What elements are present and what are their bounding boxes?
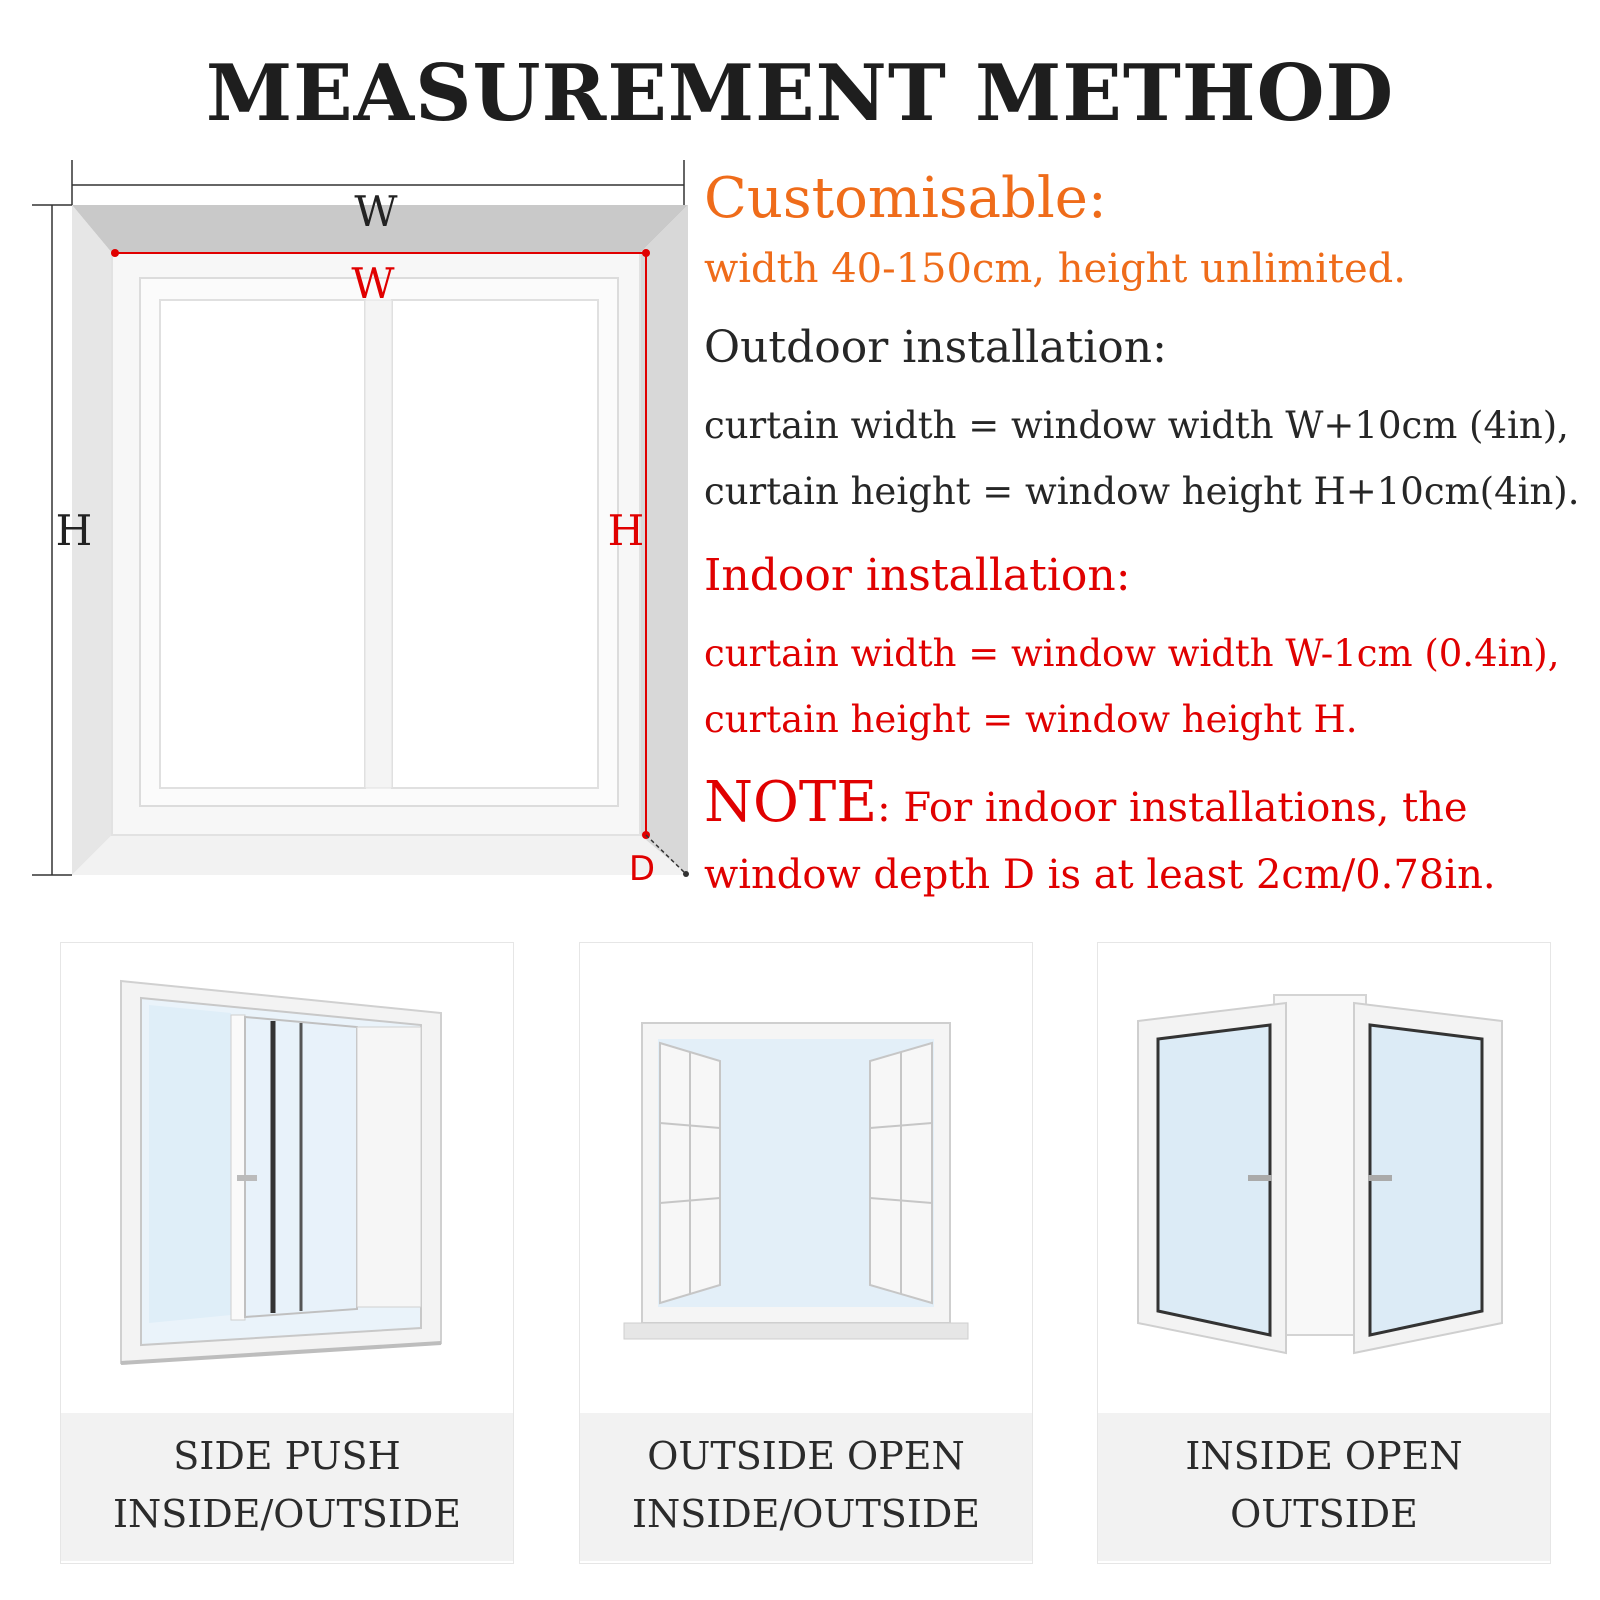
caption-line-2: OUTSIDE bbox=[1230, 1492, 1418, 1536]
note-text-1: : For indoor installations, the bbox=[877, 785, 1468, 831]
mullion bbox=[365, 300, 392, 788]
caption-line-1: INSIDE OPEN bbox=[1185, 1434, 1463, 1478]
outward-casement-illustration bbox=[580, 943, 1032, 1413]
caption-line-2: INSIDE/OUTSIDE bbox=[631, 1492, 981, 1536]
window-type-card-outside-open bbox=[579, 942, 1033, 1564]
window-type-caption bbox=[1098, 1413, 1550, 1561]
indoor-width-formula: curtain width = window width W-1cm (0.4in), bbox=[704, 632, 1560, 675]
caption-line-1: SIDE PUSH bbox=[173, 1434, 401, 1478]
note-line-2: window depth D is at least 2cm/0.78in. bbox=[704, 852, 1496, 898]
window-type-caption bbox=[61, 1413, 513, 1561]
customisable-heading: Customisable: bbox=[704, 166, 1107, 231]
outdoor-heading: Outdoor installation: bbox=[704, 322, 1167, 373]
right-pane bbox=[392, 300, 598, 788]
indoor-heading: Indoor installation: bbox=[704, 550, 1131, 601]
indoor-height-formula: curtain height = window height H. bbox=[704, 698, 1358, 741]
note-line-1 bbox=[704, 770, 1468, 835]
outdoor-width-formula: curtain width = window width W+10cm (4in), bbox=[704, 404, 1569, 447]
customisable-range: width 40-150cm, height unlimited. bbox=[704, 246, 1406, 292]
recess-right bbox=[640, 205, 688, 875]
window-measurement-diagram bbox=[0, 150, 700, 890]
recess-bottom bbox=[72, 835, 688, 875]
outer-width-label: W bbox=[354, 187, 398, 236]
page-title: MEASUREMENT METHOD bbox=[205, 48, 1395, 139]
inward-casement-illustration bbox=[1098, 943, 1550, 1413]
outer-height-label: H bbox=[55, 506, 93, 555]
note-label: NOTE bbox=[704, 770, 878, 835]
left-pane bbox=[160, 300, 365, 788]
window-type-caption bbox=[580, 1413, 1032, 1561]
caption-line-2: INSIDE/OUTSIDE bbox=[112, 1492, 462, 1536]
depth-label: D bbox=[628, 849, 656, 889]
inner-width-label: W bbox=[351, 259, 395, 308]
sliding-window-illustration bbox=[61, 943, 513, 1413]
caption-line-1: OUTSIDE OPEN bbox=[647, 1434, 965, 1478]
inner-height-label: H bbox=[607, 506, 645, 555]
window-type-card-inside-open bbox=[1097, 942, 1551, 1564]
outdoor-height-formula: curtain height = window height H+10cm(4in). bbox=[704, 470, 1580, 513]
window-type-card-side-push bbox=[60, 942, 514, 1564]
